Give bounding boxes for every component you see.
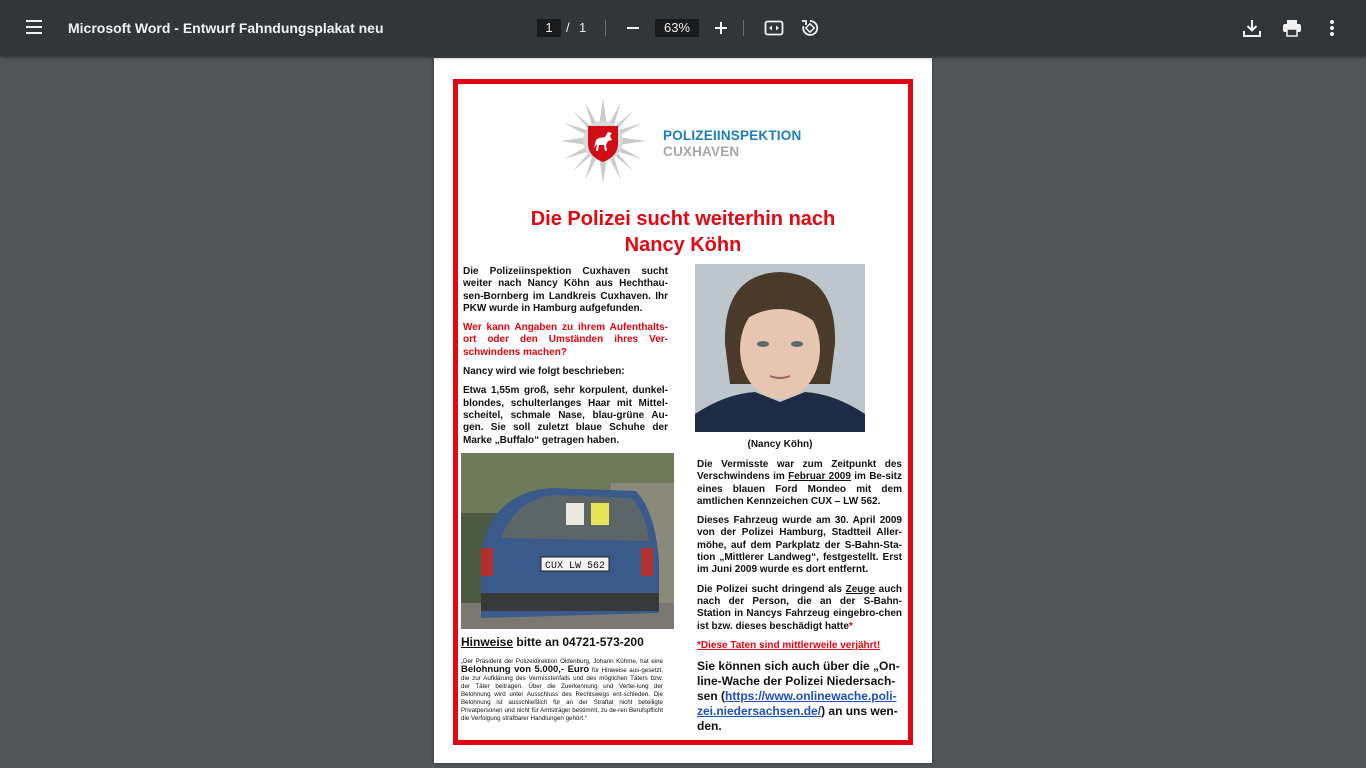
police-star-logo-icon [558,96,648,186]
vehicle-text-start: Die Vermisste war zum Zeitpunkt des Verschwindens im [697,459,902,483]
print-icon[interactable] [1280,16,1304,40]
reward-notice [461,658,663,723]
vehicle-paragraph [697,459,902,508]
left-column [463,266,668,454]
contact-label: Hinweise [461,635,514,649]
vehicle-date: Februar 2009 [788,471,851,483]
photo-caption: (Nancy Köhn) [747,439,813,450]
poster-headline [458,206,908,258]
divider [605,20,606,36]
more-vert-icon[interactable] [1320,16,1344,40]
footnote-marker: * [848,620,853,632]
logo-text-line2: CUXHAVEN [663,144,740,159]
right-column [697,459,902,741]
page-separator: / [566,20,570,35]
zoom-level[interactable]: 63% [655,19,699,37]
divider [743,20,744,36]
online-text-end: ) an uns wen-den. [697,704,898,734]
fit-page-icon[interactable] [762,16,786,40]
contact-line [461,635,644,649]
appeal-paragraph: Wer kann Angaben zu ihrem Aufenthalts-ort oder den Umständen ihres Ver-schwindens machen? [463,322,668,358]
headline-line1: Die Polizei sucht weiterhin nach [530,208,836,230]
page-number-input[interactable]: 1 [537,19,561,37]
statute-note: *Diese Taten sind mittlerweile verjährt! [697,639,881,651]
logo-text-line1: POLIZEIINSPEKTION [663,128,802,143]
witness-text-start: Die Polizei sucht dringend als [697,583,846,595]
reward-text-start: „Der Präsident der Polizeidirektion Oldenburg, Johann Kühme, hat eine [461,658,663,665]
reward-amount: Belohnung von 5.000,- Euro [461,664,590,675]
download-icon[interactable] [1240,16,1264,40]
witness-paragraph [697,584,902,633]
pdf-toolbar [0,0,1366,56]
rotate-icon[interactable] [798,16,822,40]
document-viewer[interactable] [0,56,1366,768]
page-total: 1 [579,20,587,35]
document-title: Microsoft Word - Entwurf Fahndungsplakat neu [68,20,384,36]
reward-text-end: für Hinweise aus-gesetzt, die zur Aufklärung des Vermisstenfalls und des möglichen Täters bzw. der Täter beitragen. Über die Zuerkennung und Vertei-lung der Belohnung wird unter Ausschluss des Rechtswegs ent-schieden. Die Belohnung ist ausschließlich für an der Straftat nicht beteiligte Privatpersonen und nicht für Amtsträger bestimmt, zu de-ren Berufspflicht die Verfolgung strafbarer Handlungen gehört.“ [461,667,663,722]
menu-icon[interactable] [20,16,48,40]
license-plate: CUX LW 562 [544,561,606,572]
poster-frame [453,79,913,745]
vehicle-text-end: im Be-sitz eines blauen Ford Mondeo mit dem amtlichen Kennzeichen CUX – LW 562. [697,471,902,507]
witness-word: Zeuge [845,583,876,595]
online-text-start: Sie können sich auch über die „On-line-Wache der Polizei Niedersach-sen ( [697,659,900,704]
car-photo [461,453,674,629]
description-paragraph: Etwa 1,55m groß, sehr korpulent, dunkel-blondes, schulterlanges Haar mit Mittel-scheitel, schmale Nase, blau-grüne Au-gen. Sie soll zuletzt blaue Schuhe der Marke „Buffalo“ getragen haben. [463,385,668,446]
found-paragraph: Dieses Fahrzeug wurde am 30. April 2009 von der Polizei Hamburg, Stadtteil Aller-möhe, auf dem Parkplatz der S-Bahn-Sta-tion „Mittlerer Landweg“, festgestellt. Erst im Juni 2009 wurde es dort entfernt. [697,515,902,576]
pdf-page [434,58,932,763]
witness-text-end: auch nach der Person, die an der S-Bahn-Station in Nancys Fahrzeug eingebro-chen ist bzw. dieses beschädigt hatte [697,583,902,632]
intro-paragraph: Die Polizeiinspektion Cuxhaven sucht weiter nach Nancy Köhn aus Hechthau-sen-Bornberg im Landkreis Cuxhaven. Ihr PKW wurde in Hamburg aufgefunden. [463,266,668,314]
zoom-out-icon[interactable] [621,16,645,40]
online-paragraph [697,659,902,734]
headline-line2: Nancy Köhn [624,234,742,256]
description-heading: Nancy wird wie folgt beschrieben: [463,366,625,378]
contact-phone: bitte an 04721-573-200 [513,635,644,649]
missing-person-photo [695,264,865,432]
zoom-in-icon[interactable] [709,16,733,40]
online-wache-link[interactable]: https://www.onlinewache.poli-zei.niedersachsen.de/ [697,689,897,719]
